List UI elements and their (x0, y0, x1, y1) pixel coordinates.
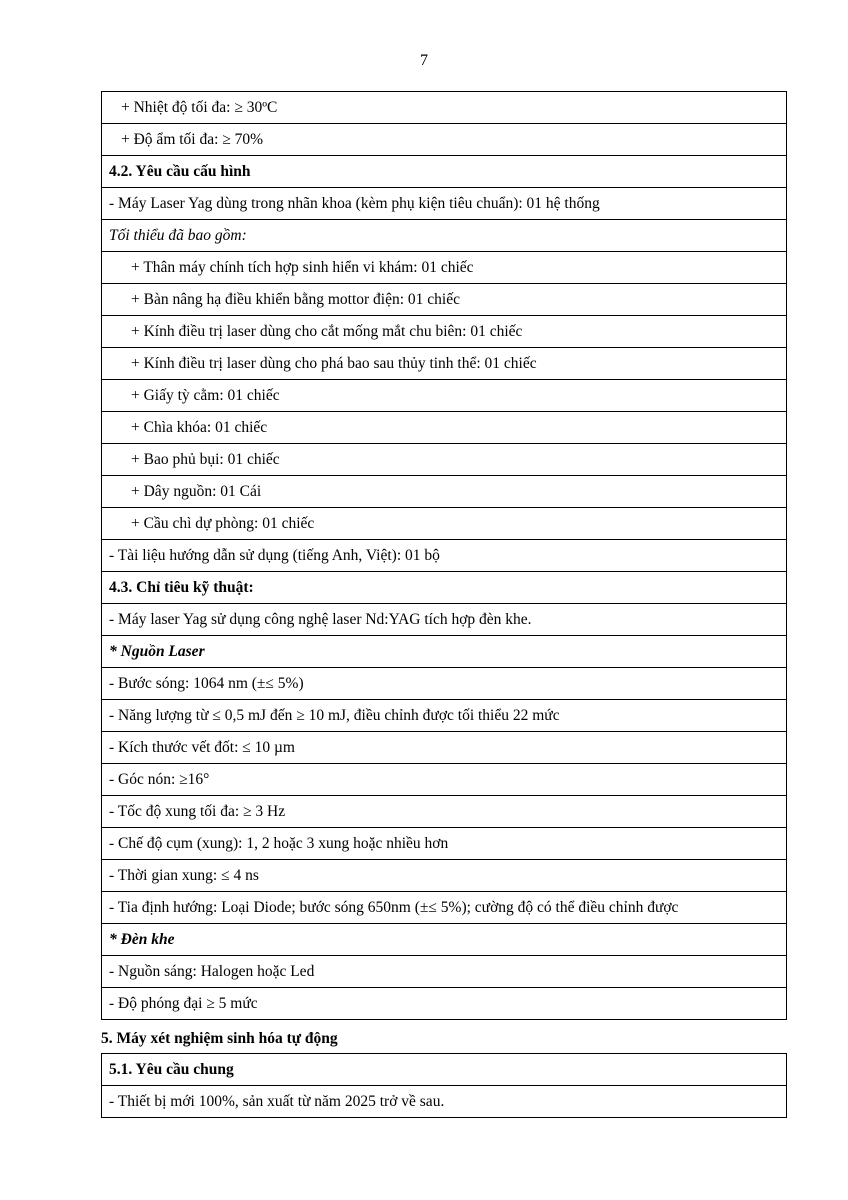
table-cell: Tối thiểu đã bao gồm: (102, 220, 787, 252)
table-row (102, 476, 787, 508)
table-cell: - Góc nón: ≥16° (102, 764, 787, 796)
table-row (102, 92, 787, 124)
table-cell: + Nhiệt độ tối đa: ≥ 30ºC (102, 92, 787, 124)
table-cell: + Độ ẩm tối đa: ≥ 70% (102, 124, 787, 156)
table-row (102, 956, 787, 988)
table-row (102, 636, 787, 668)
table-row (102, 444, 787, 476)
table-row (102, 316, 787, 348)
table-cell: + Kính điều trị laser dùng cho phá bao sau thủy tinh thể: 01 chiếc (102, 348, 787, 380)
table-cell: + Giấy tỳ cằm: 01 chiếc (102, 380, 787, 412)
table-row (102, 988, 787, 1020)
table-cell: * Nguồn Laser (102, 636, 787, 668)
spec-table-body (102, 92, 787, 1020)
table-row (102, 156, 787, 188)
table-row (102, 892, 787, 924)
table-cell: - Tài liệu hướng dẫn sử dụng (tiếng Anh, Việt): 01 bộ (102, 540, 787, 572)
table-row (102, 540, 787, 572)
table-cell: + Chìa khóa: 01 chiếc (102, 412, 787, 444)
spec-table-body (102, 1054, 787, 1118)
table-row (102, 732, 787, 764)
table-cell: - Thiết bị mới 100%, sản xuất từ năm 2025 trở về sau. (102, 1086, 787, 1118)
table-cell: 5.1. Yêu cầu chung (102, 1054, 787, 1086)
table-cell: + Bao phủ bụi: 01 chiếc (102, 444, 787, 476)
table-row (102, 220, 787, 252)
table-row (102, 1086, 787, 1118)
table-row (102, 700, 787, 732)
table-row (102, 860, 787, 892)
table-row (102, 252, 787, 284)
table-cell: * Đèn khe (102, 924, 787, 956)
table-row (102, 380, 787, 412)
spec-table-laser-yag (101, 91, 787, 1020)
table-row (102, 828, 787, 860)
table-row (102, 284, 787, 316)
table-cell: + Thân máy chính tích hợp sinh hiển vi khám: 01 chiếc (102, 252, 787, 284)
table-cell: - Độ phóng đại ≥ 5 mức (102, 988, 787, 1020)
table-row (102, 572, 787, 604)
table-cell: - Tốc độ xung tối đa: ≥ 3 Hz (102, 796, 787, 828)
section-heading: 5. Máy xét nghiệm sinh hóa tự động (101, 1030, 338, 1047)
table-row (102, 508, 787, 540)
table-cell: 4.3. Chỉ tiêu kỹ thuật: (102, 572, 787, 604)
table-cell: + Dây nguồn: 01 Cái (102, 476, 787, 508)
table-cell: - Máy Laser Yag dùng trong nhãn khoa (kèm phụ kiện tiêu chuẩn): 01 hệ thống (102, 188, 787, 220)
table-cell: - Kích thước vết đốt: ≤ 10 µm (102, 732, 787, 764)
spec-table-biochemistry (101, 1053, 787, 1118)
table-row (102, 124, 787, 156)
table-row (102, 764, 787, 796)
table-row (102, 668, 787, 700)
table-row (102, 604, 787, 636)
table-cell: - Tia định hướng: Loại Diode; bước sóng 650nm (±≤ 5%); cường độ có thể điều chỉnh được (102, 892, 787, 924)
table-row (102, 796, 787, 828)
table-cell: - Bước sóng: 1064 nm (±≤ 5%) (102, 668, 787, 700)
table-cell: - Năng lượng từ ≤ 0,5 mJ đến ≥ 10 mJ, điều chỉnh được tối thiểu 22 mức (102, 700, 787, 732)
table-cell: - Chế độ cụm (xung): 1, 2 hoặc 3 xung hoặc nhiều hơn (102, 828, 787, 860)
table-row (102, 924, 787, 956)
table-cell: + Kính điều trị laser dùng cho cắt mống mắt chu biên: 01 chiếc (102, 316, 787, 348)
table-row (102, 412, 787, 444)
table-row (102, 188, 787, 220)
table-row (102, 348, 787, 380)
page-number: 7 (420, 52, 428, 69)
table-cell: - Nguồn sáng: Halogen hoặc Led (102, 956, 787, 988)
table-cell: + Cầu chì dự phòng: 01 chiếc (102, 508, 787, 540)
table-cell: - Thời gian xung: ≤ 4 ns (102, 860, 787, 892)
table-cell: 4.2. Yêu cầu cấu hình (102, 156, 787, 188)
table-row (102, 1054, 787, 1086)
table-cell: + Bàn nâng hạ điều khiển bằng mottor điện: 01 chiếc (102, 284, 787, 316)
table-cell: - Máy laser Yag sử dụng công nghệ laser Nd:YAG tích hợp đèn khe. (102, 604, 787, 636)
